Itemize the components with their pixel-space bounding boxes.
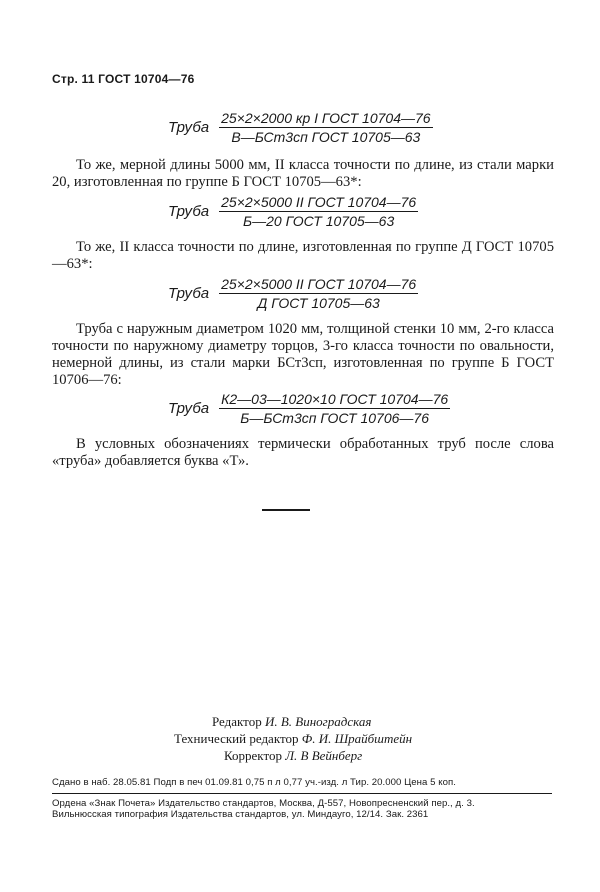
credit-role: Технический редактор [174,731,299,746]
paragraph-text: То же, мерной длины 5000 мм, II класса точности по длине, из стали марки 20, изготовленная по группе Б ГОСТ 10705—63*: [52,157,554,190]
designation-formula-4 [168,391,450,426]
formula-fraction [219,110,432,145]
paragraph-3 [52,321,554,389]
credit-name: И. В. Виноградская [264,714,372,729]
formula-denominator: В—БСт3сп ГОСТ 10705—63 [231,129,421,145]
formula-denominator: Д ГОСТ 10705—63 [257,295,380,311]
designation-formula-1 [168,110,433,145]
credit-name: Л. В Вейнберг [285,748,363,763]
imprint-line-2: Ордена «Знак Почета» Издательство стандартов, Москва, Д-557, Новопресненский пер., д. 3. [52,798,475,809]
formula-word: Труба [168,119,210,136]
formula-numerator: 25×2×2000 кр I ГОСТ 10704—76 [221,110,431,126]
credit-role: Редактор [212,714,262,729]
formula-fraction [219,194,418,229]
designation-formula-3 [168,276,418,311]
imprint-line-1: Сдано в наб. 28.05.81 Подп в печ 01.09.81 0,75 п л 0,77 уч.-изд. л Тир. 20.000 Цена 5 коп. [52,777,456,788]
section-end-rule [262,509,310,511]
formula-numerator: 25×2×5000 II ГОСТ 10704—76 [221,194,417,210]
paragraph-text: То же, II класса точности по длине, изготовленная по группе Д ГОСТ 10705—63*: [52,239,554,272]
credit-tech-editor [174,731,412,747]
credit-name: Ф. И. Шрайбштейн [301,731,413,746]
imprint-line-3: Вильнюсская типография Издательства стандартов, ул. Миндауго, 12/14. Зак. 2361 [52,809,429,820]
imprint-divider [52,793,552,794]
formula-fraction [219,276,418,311]
credit-editor [212,714,371,730]
formula-word: Труба [168,400,210,417]
paragraph-1 [52,157,554,191]
credit-role: Корректор [224,748,282,763]
formula-denominator: Б—БСт3сп ГОСТ 10706—76 [240,410,429,426]
paragraph-text: В условных обозначениях термически обработанных труб после слова «труба» добавляется буква «Т». [52,436,554,469]
paragraph-2 [52,239,554,273]
page-header: Стр. 11 ГОСТ 10704—76 [52,72,195,86]
formula-word: Труба [168,203,210,220]
formula-fraction [219,391,450,426]
formula-word: Труба [168,285,210,302]
paragraph-4 [52,436,554,470]
designation-formula-2 [168,194,418,229]
formula-denominator: Б—20 ГОСТ 10705—63 [243,213,395,229]
formula-numerator: 25×2×5000 II ГОСТ 10704—76 [221,276,417,292]
credit-proofreader [224,748,362,764]
paragraph-text: Труба с наружным диаметром 1020 мм, толщиной стенки 10 мм, 2-го класса точности по наружному диаметру торцов, 3-го класса точности по овальности, немерной длины, из стали марки БСт3сп, изготовленная по группе Б ГОСТ 10706—76: [52,321,554,388]
formula-numerator: К2—03—1020×10 ГОСТ 10704—76 [221,391,449,407]
